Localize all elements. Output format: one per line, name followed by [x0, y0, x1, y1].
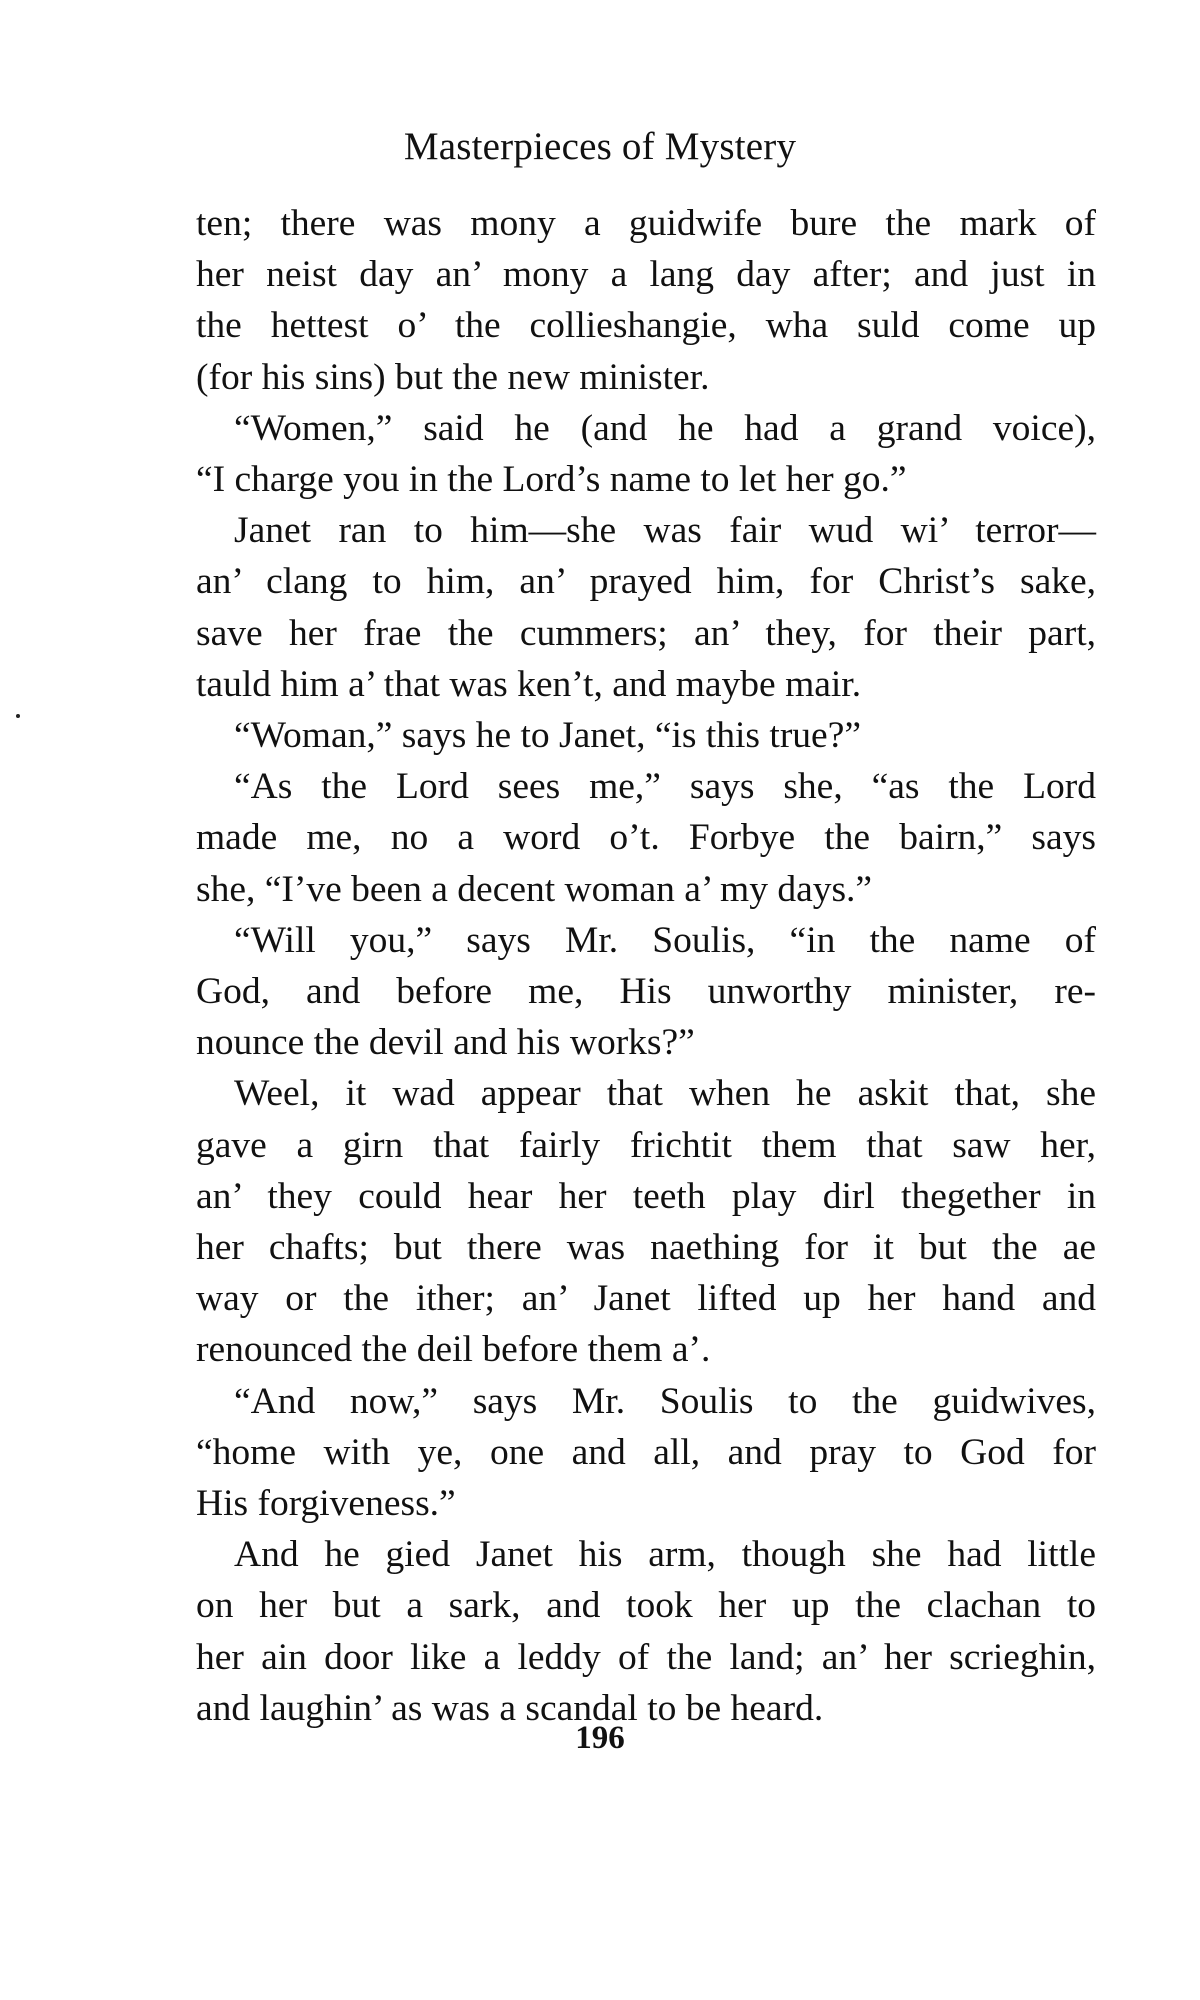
text-line: her ain door like a leddy of the land; an’ her scrieghin,	[196, 1636, 1096, 1678]
text-line: her chafts; but there was naething for it but the ae	[196, 1227, 1096, 1269]
text-line: nounce the devil and his works?”	[196, 1022, 695, 1064]
text-line: renounced the deil before them a’.	[196, 1329, 711, 1371]
text-line: her neist day an’ mony a lang day after; and just in	[196, 254, 1096, 296]
text-line: save her frae the cummers; an’ they, for their part,	[196, 612, 1096, 654]
text-line: on her but a sark, and took her up the clachan to	[196, 1585, 1096, 1627]
stray-ink-mark	[16, 714, 20, 718]
text-line: And he gied Janet his arm, though she had little	[234, 1534, 1096, 1576]
text-line: Janet ran to him—she was fair wud wi’ terror—	[234, 510, 1096, 552]
paragraph	[196, 505, 1096, 710]
text-line: tauld him a’ that was ken’t, and maybe mair.	[196, 663, 862, 705]
paragraph	[196, 198, 1096, 403]
paragraph	[196, 1529, 1096, 1734]
text-line: Weel, it wad appear that when he askit that, she	[234, 1073, 1096, 1115]
paragraph	[196, 710, 1096, 761]
text-line: “Women,” said he (and he had a grand voice),	[234, 407, 1096, 449]
text-line: “As the Lord sees me,” says she, “as the Lord	[234, 766, 1096, 808]
page-number: 196	[575, 1720, 625, 1756]
text-line: ten; there was mony a guidwife bure the mark of	[196, 203, 1096, 244]
text-line: she, “I’ve been a decent woman a’ my days.”	[196, 868, 873, 910]
paragraph	[196, 915, 1096, 1069]
text-line: “home with ye, one and all, and pray to God for	[196, 1431, 1096, 1473]
text-line: God, and before me, His unworthy minister, re-	[196, 971, 1096, 1013]
text-line: (for his sins) but the new minister.	[196, 356, 710, 398]
text-line: way or the ither; an’ Janet lifted up her hand and	[196, 1278, 1096, 1320]
text-line: an’ clang to him, an’ prayed him, for Christ’s sake,	[196, 561, 1096, 603]
running-head-title: Masterpieces of Mystery	[403, 125, 797, 168]
text-line: “I charge you in the Lord’s name to let her go.”	[196, 459, 907, 501]
text-line: and laughin’ as was a scandal to be heard.	[196, 1687, 824, 1729]
text-line: gave a girn that fairly frichtit them that saw her,	[196, 1124, 1096, 1166]
text-line: “Woman,” says he to Janet, “is this true?”	[234, 715, 861, 757]
text-line: “And now,” says Mr. Soulis to the guidwives,	[234, 1380, 1096, 1422]
paragraph	[196, 1068, 1096, 1375]
text-line: His forgiveness.”	[196, 1483, 456, 1525]
text-line: an’ they could hear her teeth play dirl thegether in	[196, 1175, 1096, 1217]
paragraph	[196, 1376, 1096, 1530]
text-line: made me, no a word o’t. Forbye the bairn,” says	[196, 817, 1096, 859]
text-line: the hettest o’ the collieshangie, wha suld come up	[196, 305, 1096, 347]
paragraph	[196, 761, 1096, 915]
paragraph	[196, 403, 1096, 505]
body-text	[196, 198, 1096, 1734]
text-line: “Will you,” says Mr. Soulis, “in the name of	[234, 919, 1096, 961]
